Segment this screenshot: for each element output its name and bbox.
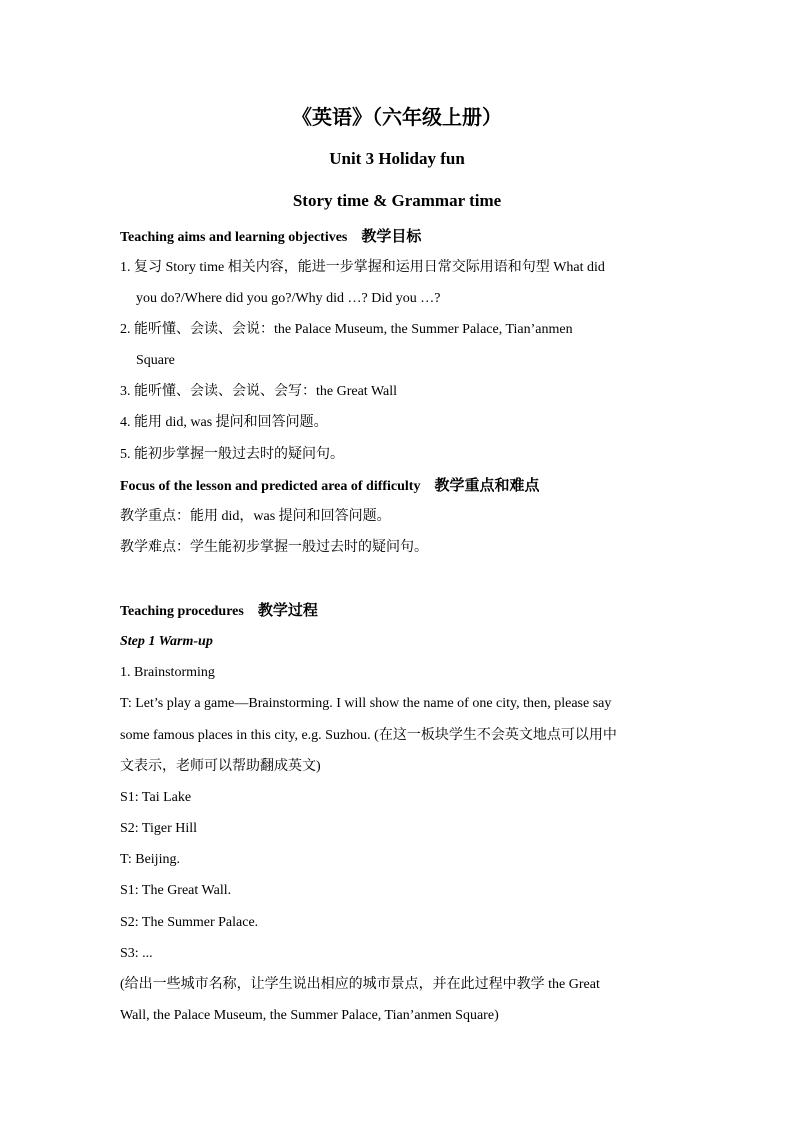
- procedure-note-line-2: Wall, the Palace Museum, the Summer Palace, Tian’anmen Square): [120, 1008, 499, 1023]
- student-1-answer-b: S1: The Great Wall.: [120, 883, 232, 898]
- aims-heading: [120, 227, 421, 248]
- unit-title: Unit 3 Holiday fun: [329, 149, 465, 168]
- aims-item-1-line-2: you do?/Where did you go?/Why did …? Did you …?: [136, 291, 441, 306]
- teacher-line-2: T: Beijing.: [120, 852, 180, 867]
- aims-item-5: 5. 能初步掌握一般过去时的疑问句。: [120, 447, 344, 462]
- focus-heading: [120, 476, 540, 497]
- teacher-line-1b: some famous places in this city, e.g. Suzhou. (在这一板块学生不会英文地点可以用中: [120, 728, 617, 743]
- teacher-line-1c: 文表示，老师可以帮助翻成英文): [120, 759, 321, 774]
- step-1-heading: Step 1 Warm-up: [120, 634, 213, 649]
- aims-item-2-line-2: Square: [136, 353, 175, 368]
- student-3-answer: S3: ...: [120, 946, 153, 961]
- lesson-title: Story time & Grammar time: [292, 191, 502, 210]
- aims-item-2-line-1: 2. 能听懂、会读、会说：the Palace Museum, the Summer Palace, Tian’anmen: [120, 322, 573, 337]
- focus-difficulty: 教学难点：学生能初步掌握一般过去时的疑问句。: [120, 540, 428, 555]
- aims-item-3: 3. 能听懂、会读、会说、会写：the Great Wall: [120, 384, 398, 399]
- aims-item-1-line-1: 1. 复习 Story time 相关内容，能进一步掌握和运用日常交际用语和句型 What did: [120, 260, 605, 275]
- procedure-note-line-1: (给出一些城市名称，让学生说出相应的城市景点，并在此过程中教学 the Great: [120, 977, 600, 992]
- procedures-heading-en: Teaching procedures: [120, 604, 244, 619]
- teacher-line-1a: T: Let’s play a game—Brainstorming. I will show the name of one city, then, please say: [120, 696, 612, 711]
- student-2-answer-a: S2: Tiger Hill: [120, 821, 198, 836]
- focus-key-point: 教学重点：能用 did，was 提问和回答问题。: [120, 509, 391, 524]
- student-1-answer-a: S1: Tai Lake: [120, 790, 192, 805]
- document-title: 《英语》（六年级上册）: [292, 107, 502, 129]
- focus-heading-cn: 教学重点和难点: [434, 478, 540, 494]
- aims-item-4: 4. 能用 did, was 提问和回答问题。: [120, 415, 328, 430]
- aims-heading-en: Teaching aims and learning objectives: [120, 230, 348, 245]
- student-2-answer-b: S2: The Summer Palace.: [120, 915, 259, 930]
- brainstorming-subheading: 1. Brainstorming: [120, 665, 215, 680]
- procedures-heading: [120, 601, 318, 622]
- procedures-heading-cn: 教学过程: [257, 603, 318, 619]
- aims-heading-cn: 教学目标: [361, 229, 422, 245]
- focus-heading-en: Focus of the lesson and predicted area of difficulty: [120, 479, 421, 494]
